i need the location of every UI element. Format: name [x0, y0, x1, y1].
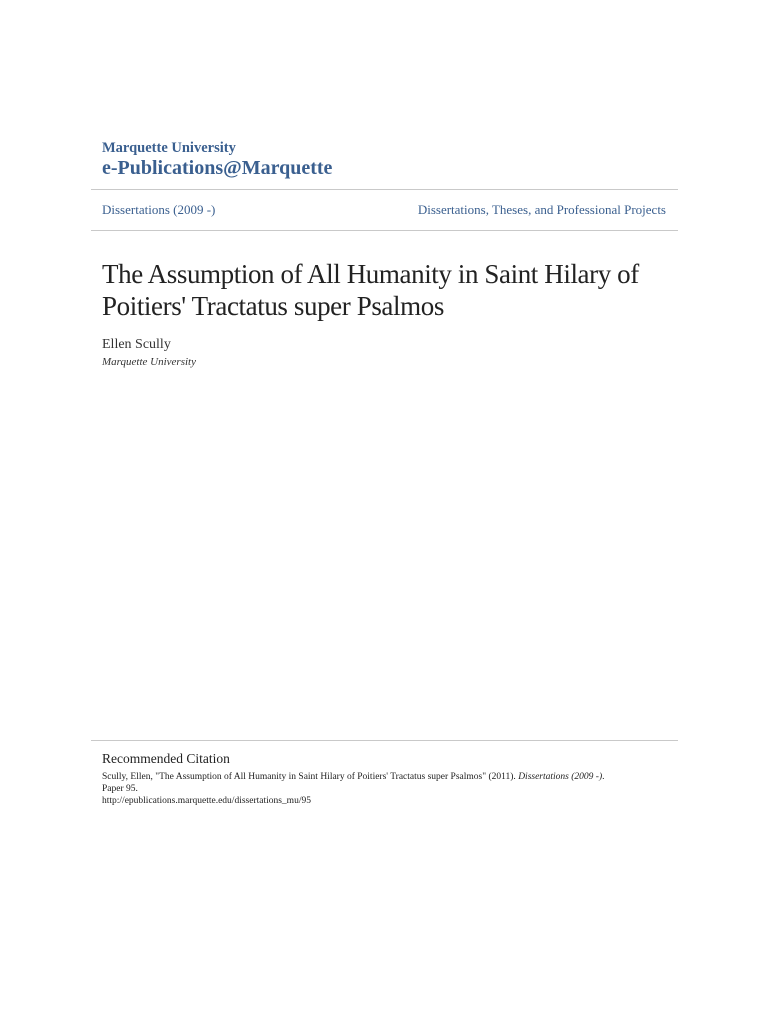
citation-text: Scully, Ellen, "The Assumption of All Humanity in Saint Hilary of Poitiers' Tractatus super Psalmos" (2011). — [102, 772, 519, 782]
citation-line-1 — [102, 771, 677, 783]
citation-period: . — [602, 772, 605, 782]
parent-collection-link[interactable]: Dissertations, Theses, and Professional Projects — [417, 202, 666, 217]
author-affiliation: Marquette University — [102, 356, 196, 368]
citation-paper: Paper 95. — [102, 784, 138, 794]
university-link[interactable]: Marquette University — [102, 140, 236, 156]
citation-url[interactable]: http://epublications.marquette.edu/dissertations_mu/95 — [102, 796, 311, 806]
repository-link[interactable]: e-Publications@Marquette — [102, 157, 333, 179]
nav-divider — [91, 230, 678, 231]
document-title: The Assumption of All Humanity in Saint Hilary of Poitiers' Tractatus super Psalmos — [102, 259, 639, 321]
citation-heading: Recommended Citation — [102, 751, 230, 766]
collection-link[interactable]: Dissertations (2009 -) — [102, 202, 216, 217]
top-divider — [91, 189, 678, 190]
author-name: Ellen Scully — [102, 337, 171, 352]
citation-divider — [91, 740, 678, 741]
citation-body — [102, 771, 677, 807]
repository-branding — [102, 140, 332, 179]
citation-series: Dissertations (2009 -) — [518, 772, 603, 782]
